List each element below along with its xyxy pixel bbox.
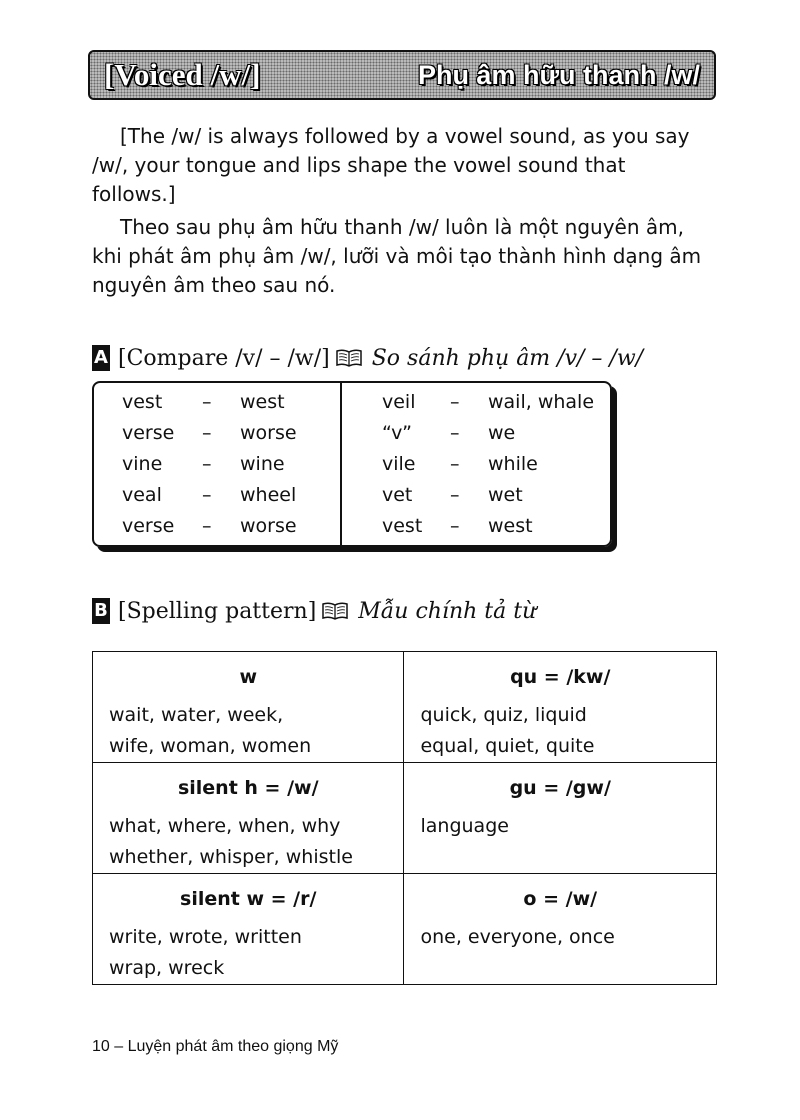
compare-dash: – <box>202 422 212 444</box>
spelling-cell <box>93 763 404 874</box>
spelling-row <box>93 874 717 985</box>
compare-word-w: west <box>240 391 285 413</box>
spelling-cell <box>93 652 404 763</box>
book-icon <box>322 602 348 620</box>
page-footer: 10 – Luyện phát âm theo giọng Mỹ <box>92 1038 339 1055</box>
compare-pair <box>122 391 285 422</box>
spelling-cell-line: equal, quiet, quite <box>420 735 595 757</box>
intro-vietnamese <box>92 213 714 300</box>
compare-pair <box>122 515 297 546</box>
section-a-heading <box>92 345 643 371</box>
section-b-heading <box>92 598 536 624</box>
compare-pair <box>122 484 296 515</box>
compare-dash: – <box>450 515 460 537</box>
spelling-cell-line: wait, water, week, <box>109 704 284 726</box>
spelling-cell-line: quick, quiz, liquid <box>420 704 587 726</box>
compare-word-v: vile <box>382 453 416 475</box>
compare-word-w: while <box>488 453 538 475</box>
spelling-cell <box>93 874 404 985</box>
compare-box <box>92 381 612 547</box>
spelling-cell-heading: w <box>239 666 258 688</box>
section-a-title: [Compare /v/ – /w/] <box>118 345 330 371</box>
compare-word-v: vine <box>122 453 163 475</box>
compare-pair <box>382 422 515 453</box>
compare-pair <box>382 453 538 484</box>
compare-word-v: vest <box>382 515 423 537</box>
spelling-table <box>92 651 717 985</box>
compare-dash: – <box>202 453 212 475</box>
compare-word-w: west <box>488 515 533 537</box>
banner-right-title: Phụ âm hữu thanh /w/ <box>417 59 700 90</box>
spelling-cell-line: write, wrote, written <box>109 926 302 948</box>
compare-word-v: verse <box>122 515 175 537</box>
compare-word-w: wheel <box>240 484 297 506</box>
compare-dash: – <box>202 484 212 506</box>
compare-pair <box>382 515 533 546</box>
spelling-cell-heading: o = /w/ <box>523 888 598 910</box>
compare-word-v: veal <box>122 484 162 506</box>
spelling-cell-line: language <box>420 815 509 837</box>
spelling-cell-line: whether, whisper, whistle <box>109 846 353 868</box>
intro-english-text: [The /w/ is always followed by a vowel sound, as you say /w/, your tongue and lips shape the vowel sound that follows.] <box>92 124 690 206</box>
compare-pair <box>382 484 523 515</box>
compare-dash: – <box>450 453 460 475</box>
section-a-badge: A <box>92 345 110 371</box>
compare-word-w: wine <box>240 453 285 475</box>
spelling-cell-heading: gu = /gw/ <box>509 777 611 799</box>
compare-pair <box>382 391 594 422</box>
compare-pair <box>122 453 285 484</box>
compare-pair <box>122 422 297 453</box>
spelling-cell-heading: silent h = /w/ <box>177 777 319 799</box>
spelling-cell <box>404 652 717 763</box>
compare-word-w: wet <box>488 484 523 506</box>
spelling-cell-line: wrap, wreck <box>109 957 225 979</box>
compare-dash: – <box>450 484 460 506</box>
section-b-badge: B <box>92 598 110 624</box>
spelling-cell-line: wife, woman, women <box>109 735 312 757</box>
compare-word-v: veil <box>382 391 416 413</box>
section-a-subtitle: So sánh phụ âm /v/ – /w/ <box>371 345 644 371</box>
compare-dash: – <box>450 422 460 444</box>
compare-word-w: wail, whale <box>488 391 595 413</box>
compare-word-w: worse <box>240 515 297 537</box>
compare-word-v: verse <box>122 422 175 444</box>
spelling-row <box>93 763 717 874</box>
intro-english <box>92 122 714 209</box>
spelling-cell-heading: silent w = /r/ <box>180 888 317 910</box>
compare-word-w: worse <box>240 422 297 444</box>
spelling-cell <box>404 763 717 874</box>
compare-dash: – <box>202 515 212 537</box>
spelling-cell-line: what, where, when, why <box>109 815 341 837</box>
compare-divider <box>340 383 342 545</box>
compare-dash: – <box>450 391 460 413</box>
title-banner <box>88 50 716 100</box>
spelling-cell-line: one, everyone, once <box>420 926 615 948</box>
compare-word-v: “v” <box>382 422 412 444</box>
spelling-cell <box>404 874 717 985</box>
compare-word-w: we <box>488 422 516 444</box>
section-b-subtitle: Mẫu chính tả từ <box>358 598 537 624</box>
section-b-title: [Spelling pattern] <box>118 598 317 624</box>
banner-left-title: [Voiced /w/] <box>104 57 261 92</box>
compare-word-v: vest <box>122 391 163 413</box>
book-icon <box>336 349 362 367</box>
intro-vietnamese-text: Theo sau phụ âm hữu thanh /w/ luôn là một nguyên âm, khi phát âm phụ âm /w/, lưỡi và môi tạo thành hình dạng âm nguyên âm theo sau nó. <box>92 215 702 297</box>
compare-dash: – <box>202 391 212 413</box>
spelling-cell-heading: qu = /kw/ <box>510 666 611 688</box>
spelling-row <box>93 652 717 763</box>
compare-word-v: vet <box>382 484 413 506</box>
